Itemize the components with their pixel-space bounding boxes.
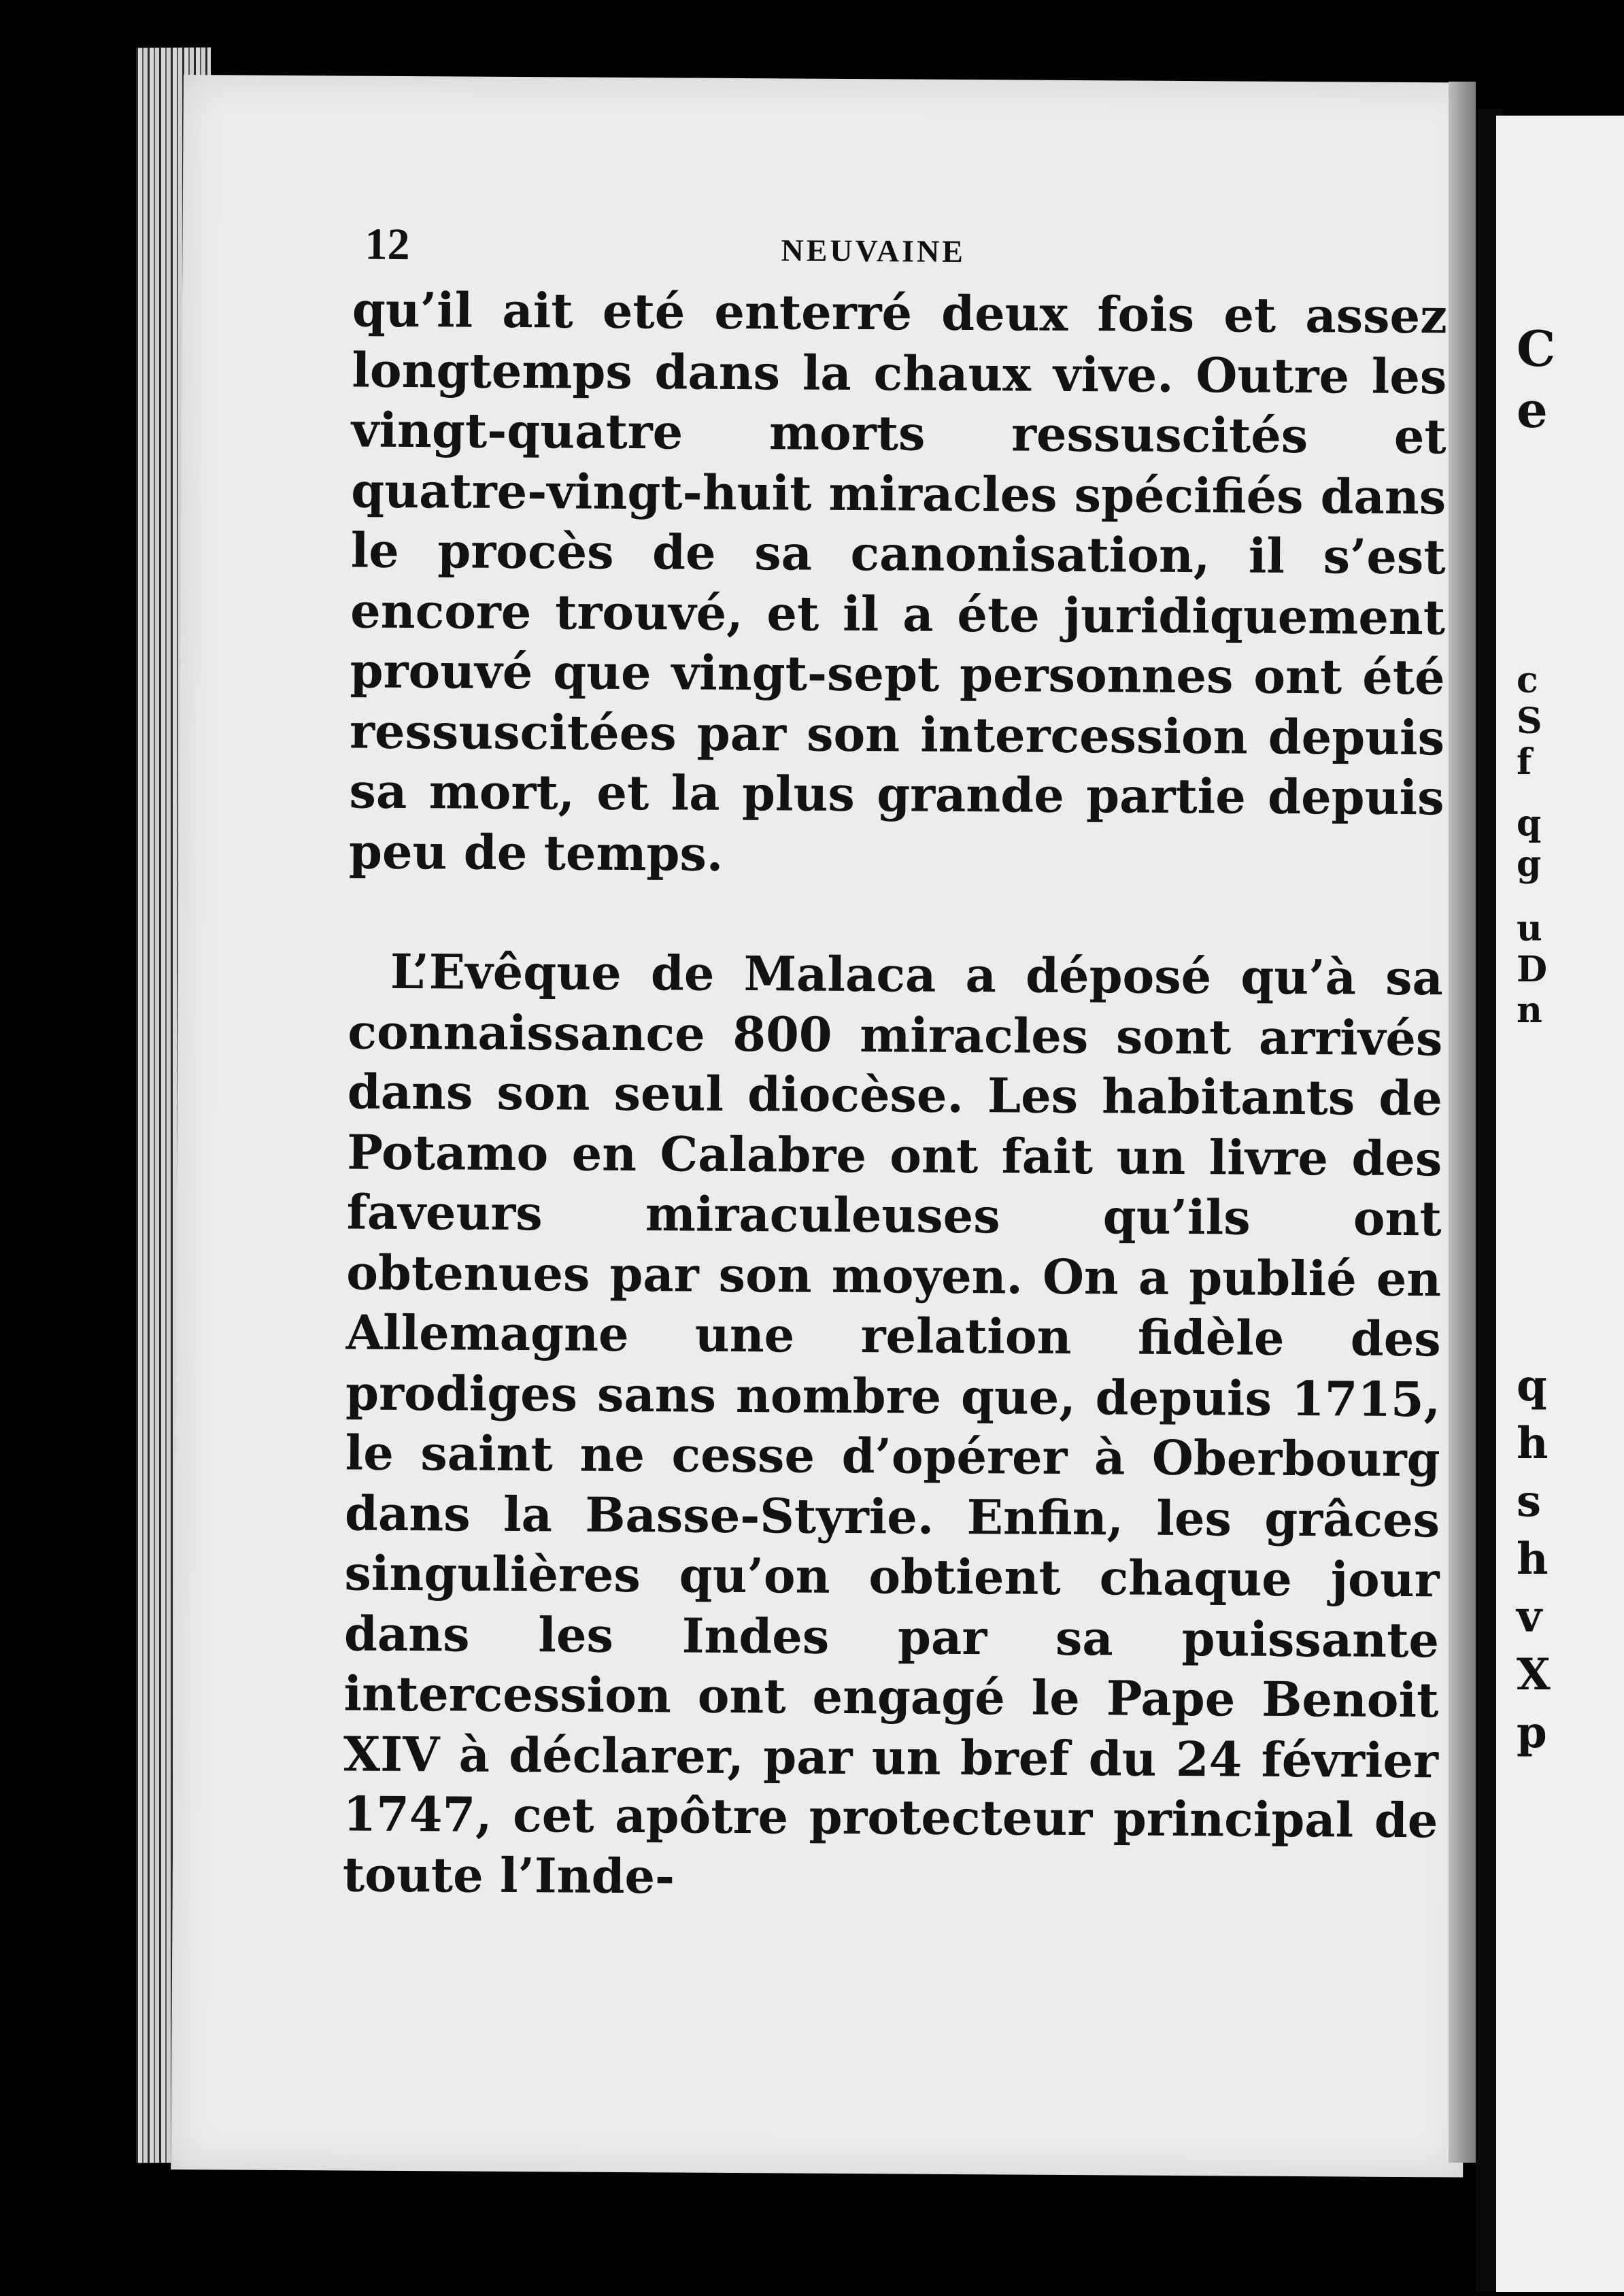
page-number: 12 xyxy=(365,219,410,270)
facing-page xyxy=(1496,116,1624,2292)
facing-fragment: c xyxy=(1517,660,1538,701)
facing-fragment: g xyxy=(1517,843,1542,885)
facing-fragment: u xyxy=(1517,908,1542,949)
facing-fragment: n xyxy=(1517,990,1542,1031)
facing-fragment: S xyxy=(1517,700,1542,742)
facing-fragment: X xyxy=(1517,1649,1551,1700)
facing-fragment: e xyxy=(1517,381,1548,439)
facing-fragment: C xyxy=(1517,320,1556,377)
paragraph-2: L’Evêque de Malaca a déposé qu’à sa connaissance 800 miracles sont arrivés dans son seul diocèse. Les habitants de Potamo en Calabre ont fait un livre des faveurs miraculeuses qu’ils ont obtenues par son moyen. On a publié en Allemagne une relation fidèle des prodiges sans nombre que, depuis 1715, le saint ne cesse d’opérer à Oberbourg dans la Basse-Styrie. Enfin, les grâces singulières qu’on obtient chaque jour dans les Indes par sa puissante intercession ont engagé le Pape Benoit XIV à déclarer, par un bref du 24 février 1747, cet apôtre protecteur principal de toute l’Inde- xyxy=(342,943,1444,1904)
facing-fragment: v xyxy=(1517,1591,1542,1642)
body-text xyxy=(343,280,1448,1912)
facing-fragment: h xyxy=(1517,1418,1549,1469)
book-page xyxy=(171,75,1476,2178)
facing-fragment: p xyxy=(1517,1707,1547,1758)
facing-fragment: q xyxy=(1517,803,1542,844)
facing-fragment: f xyxy=(1517,741,1532,783)
facing-fragment: q xyxy=(1517,1360,1547,1411)
paragraph-1: qu’il ait eté enterré deux fois et assez longtemps dans la chaux vive. Outre les vingt-quatre morts ressuscités et quatre-vingt-huit miracles spécifiés dans le procès de sa canonisation, il s’est encore trouvé, et il a éte juridiquement prouvé que vingt-sept personnes ont été ressuscitées par son intercession depuis sa mort, et la plus grande partie depuis peu de temps. xyxy=(348,281,1448,882)
facing-fragment: h xyxy=(1517,1534,1549,1585)
facing-fragment: D xyxy=(1517,949,1548,990)
page-edge-right xyxy=(1449,82,1476,2163)
facing-fragment: s xyxy=(1517,1476,1542,1527)
running-title: NEUVAINE xyxy=(781,233,966,269)
